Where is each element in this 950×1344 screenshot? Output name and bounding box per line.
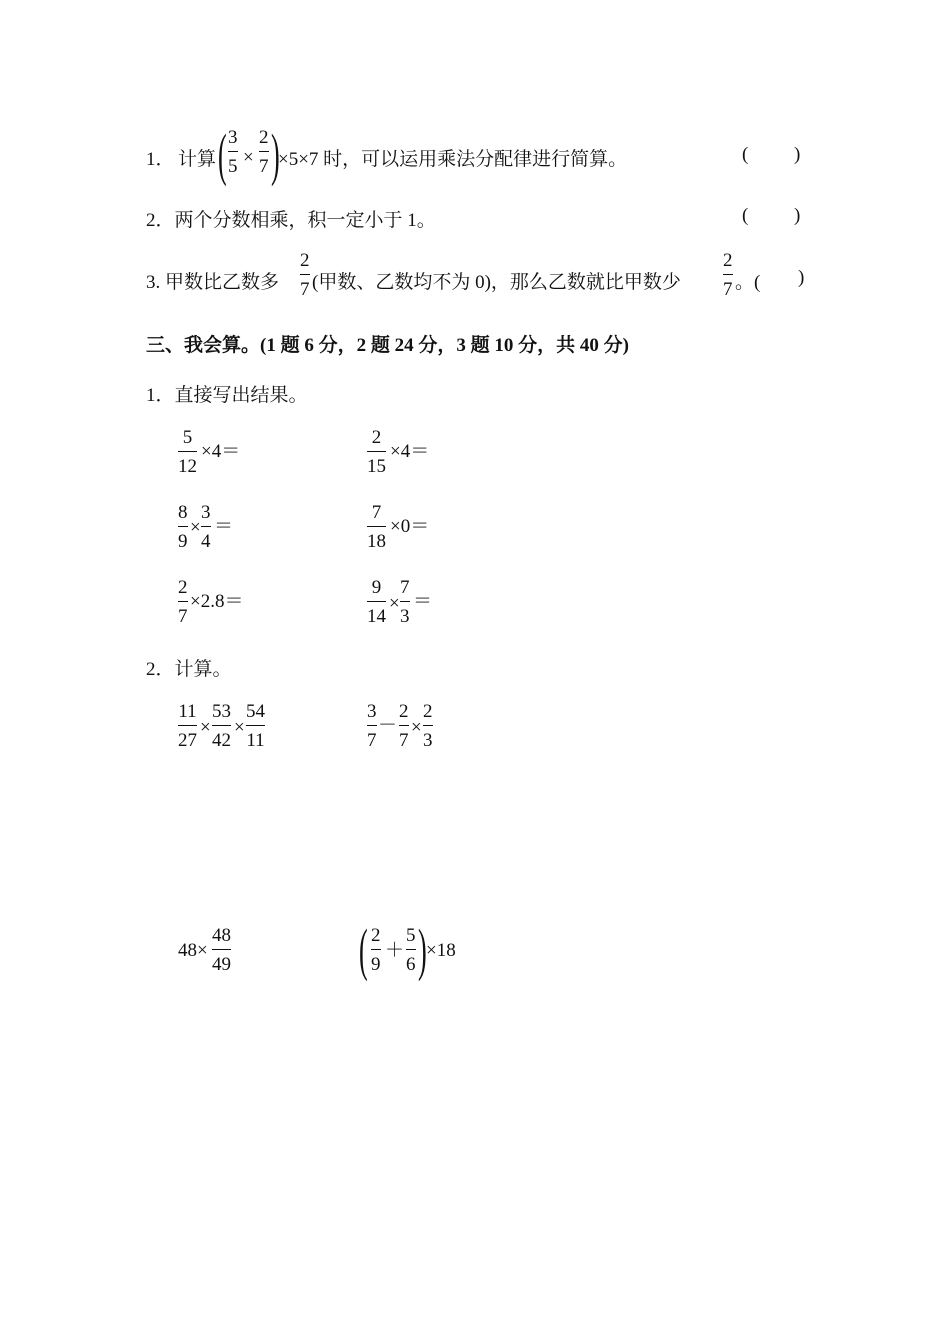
q3-prefix: 3. 甲数比乙数多 <box>146 272 280 293</box>
p1-item2-rest: ×4＝ <box>390 441 430 462</box>
p1-item6-rest: ＝ <box>413 591 433 612</box>
part-2-label: 2．计算。 <box>146 659 232 680</box>
p2-e1-op2: × <box>234 717 245 738</box>
p2-e2-fraction-b: 2 7 <box>399 701 409 751</box>
p1-item3-op: × <box>190 517 201 538</box>
p2-e1-fraction-a: 11 27 <box>178 701 197 751</box>
part-1-label: 1．直接写出结果。 <box>146 385 308 406</box>
q1-answer-close[interactable]: ) <box>794 144 801 165</box>
p2-e4-op: ＋ <box>385 940 405 961</box>
p2-e2-fraction-c: 2 3 <box>423 701 433 751</box>
p2-e2-op1: － <box>378 715 398 736</box>
p1-item4-fraction: 7 18 <box>367 502 386 552</box>
p2-e2-fraction-a: 3 7 <box>367 701 377 751</box>
q2-answer-open[interactable]: ( <box>742 205 749 226</box>
section-3-heading: 三、我会算。(1 题 6 分，2 题 24 分，3 题 10 分，共 40 分) <box>146 335 629 356</box>
q1-left-paren: ( <box>218 122 227 187</box>
p2-e4-suffix: ×18 <box>426 940 456 961</box>
p1-item6-fraction-b: 7 3 <box>400 577 410 627</box>
q3-statement: (甲数、乙数均不为 0)，那么乙数就比甲数少 <box>312 272 681 293</box>
p2-e3-fraction: 48 49 <box>212 925 231 975</box>
q3-answer-open[interactable]: 。( <box>735 272 761 293</box>
q1-prefix: 计算 <box>178 149 217 170</box>
p1-item5-rest: ×2.8＝ <box>190 591 244 612</box>
q2-answer-close[interactable]: ) <box>794 205 801 226</box>
p2-e1-fraction-c: 54 11 <box>246 701 265 751</box>
q2-statement: 2．两个分数相乘，积一定小于 1。 <box>146 210 436 231</box>
p2-e1-fraction-b: 53 42 <box>212 701 231 751</box>
p1-item2-fraction: 2 15 <box>367 427 386 477</box>
q3-fraction-2: 2 7 <box>723 250 733 300</box>
p1-item3-fraction-b: 3 4 <box>201 502 211 552</box>
q1-fraction-1: 3 5 <box>228 127 238 177</box>
p2-e1-op1: × <box>200 717 211 738</box>
p1-item5-fraction: 2 7 <box>178 577 188 627</box>
p1-item6-op: × <box>389 593 400 614</box>
p1-item3-fraction-a: 8 9 <box>178 502 188 552</box>
p2-e4-left-paren: ( <box>359 917 368 982</box>
q1-answer-open[interactable]: ( <box>742 144 749 165</box>
p1-item4-rest: ×0＝ <box>390 516 430 537</box>
q1-times: × <box>243 147 254 168</box>
p2-e4-fraction-a: 2 9 <box>371 925 381 975</box>
q3-answer-close[interactable]: ) <box>798 267 805 288</box>
p1-item1-fraction: 5 12 <box>178 427 197 477</box>
p2-e4-fraction-b: 5 6 <box>406 925 416 975</box>
p1-item1-rest: ×4＝ <box>201 441 241 462</box>
q1-right-paren: ) <box>271 122 280 187</box>
q1-statement: ×5×7 时，可以运用乘法分配律进行简算。 <box>278 149 628 170</box>
q1-number: 1． <box>146 149 175 170</box>
p2-e2-op2: × <box>411 717 422 738</box>
p1-item6-fraction-a: 9 14 <box>367 577 386 627</box>
q3-fraction-1: 2 7 <box>300 250 310 300</box>
q1-fraction-2: 2 7 <box>259 127 269 177</box>
p2-e4-right-paren: ) <box>418 917 427 982</box>
p1-item3-rest: ＝ <box>214 516 234 537</box>
p2-e3-prefix: 48× <box>178 940 208 961</box>
